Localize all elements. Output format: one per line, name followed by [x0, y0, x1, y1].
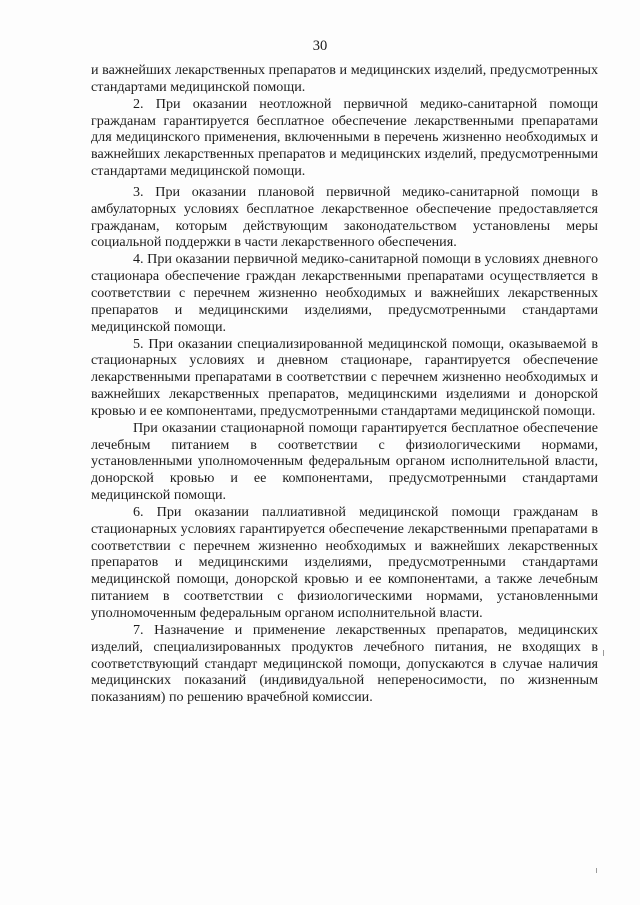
paragraph-item-4: 4. При оказании первичной медико-санитарной помощи в условиях дневного стационара обеспечение граждан лекарственными препаратами осуществляется в соответствии с перечнем жизненно необходимых и важнейших лекарственных препаратов и медицинскими изделиями, предусмотренными стандартами медицинской помощи. [91, 251, 598, 335]
paragraph-inpatient-nutrition: При оказании стационарной помощи гарантируется бесплатное обеспечение лечебным питанием в соответствии с физиологическими нормами, установленными уполномоченным федеральным органом исполнительной власти, донорской кровью и ее компонентами, предусмотренными стандартами медицинской помощи. [91, 419, 598, 504]
scan-artifact-mark [596, 868, 597, 873]
document-body [91, 62, 598, 706]
page-number: 30 [312, 38, 328, 54]
paragraph-continuation: и важнейших лекарственных препаратов и медицинских изделий, предусмотренных стандартами медицинской помощи. [91, 62, 598, 95]
paragraph-item-5: 5. При оказании специализированной медицинской помощи, оказываемой в стационарных условиях и дневном стационаре, гарантируется обеспечение лекарственными препаратами в соответствии с перечнем жизненно необходимых и важнейших лекарственных препаратов, медицинскими изделиями и донорской кровью и ее компонентами, предусмотренными стандартами медицинской помощи. [91, 335, 598, 419]
scan-artifact-mark [603, 650, 604, 656]
paragraph-item-6: 6. При оказании паллиативной медицинской помощи гражданам в стационарных условиях гарантируется обеспечение лекарственными препаратами в соответствии с перечнем жизненно необходимых и важнейших лекарственных препаратов и медицинскими изделиями, предусмотренными стандартами медицинской помощи, донорской кровью и ее компонентами, а также лечебным питанием в соответствии с физиологическими нормами, установленными уполномоченным федеральным органом исполнительной власти. [91, 503, 598, 621]
paragraph-item-7: 7. Назначение и применение лекарственных препаратов, медицинских изделий, специализированных продуктов лечебного питания, не входящих в соответствующий стандарт медицинской помощи, допускаются в случае наличия медицинских показаний (индивидуальной непереносимости, по жизненным показаниям) по решению врачебной комиссии. [91, 621, 598, 706]
paragraph-item-3: 3. При оказании плановой первичной медико-санитарной помощи в амбулаторных условиях бесплатное лекарственное обеспечение предоставляется гражданам, которым действующим законодательством установлены меры социальной поддержки в части лекарственного обеспечения. [91, 183, 598, 251]
paragraph-item-2: 2. При оказании неотложной первичной медико-санитарной помощи гражданам гарантируется бесплатное обеспечение лекарственными препаратами для медицинского применения, включенными в перечень жизненно необходимых и важнейших лекарственных препаратов и медицинских изделий, предусмотренными стандартами медицинской помощи. [91, 95, 598, 180]
